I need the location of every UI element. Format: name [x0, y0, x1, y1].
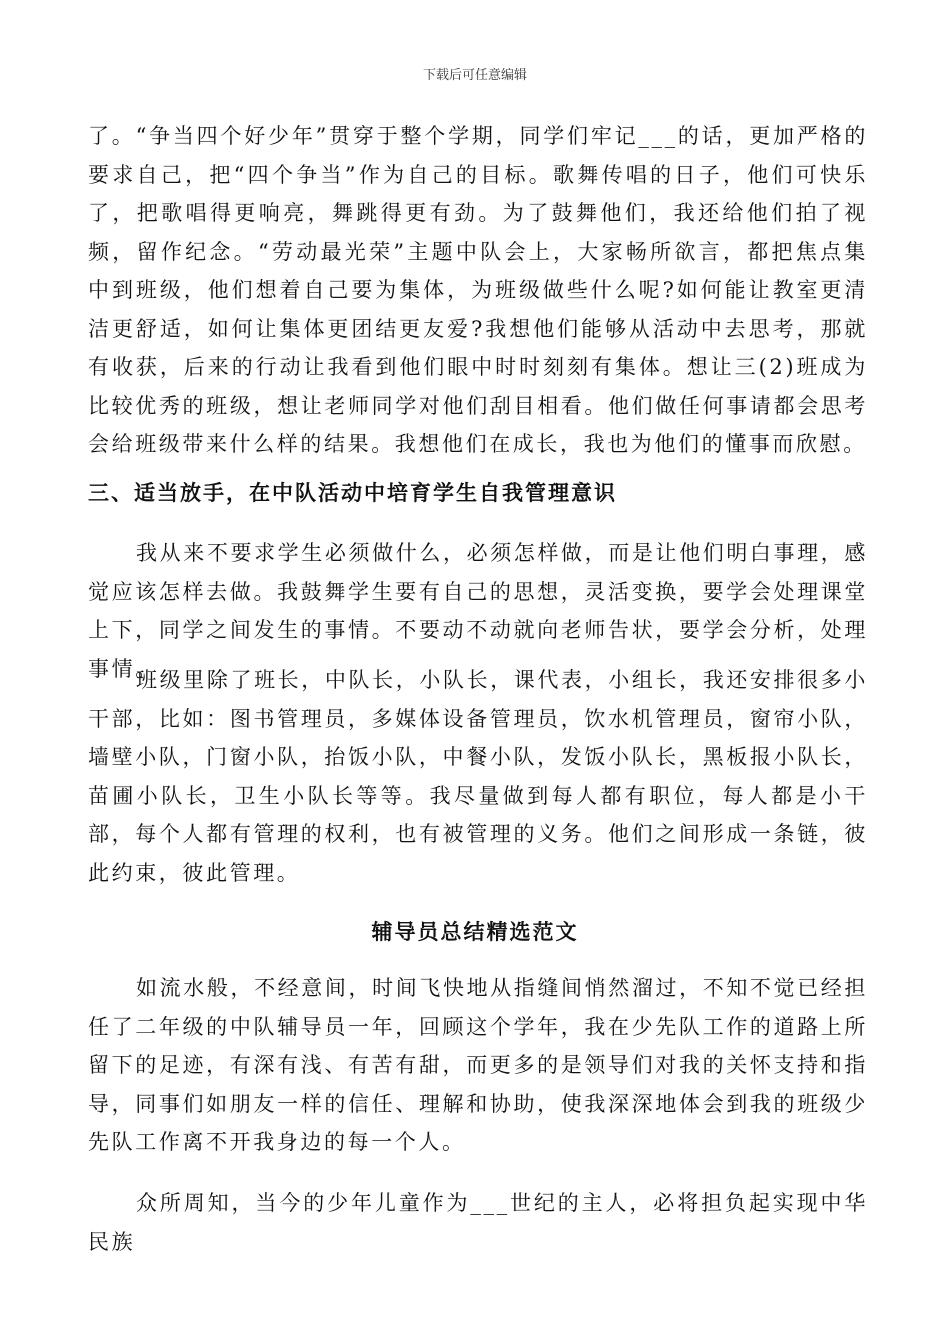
paragraph-1: 了。“争当四个好少年”贯穿于整个学期，同学们牢记___的话，更加严格的要求自己，把“四个争当”作为自己的目标。歌舞传唱的日子，他们可快乐了，把歌唱得更响亮，舞跳得更有劲。为了鼓舞他们，我还给他们拍了视频，留作纪念。“劳动最光荣”主题中队会上，大家畅所欲言，都把焦点集中到班级，他们想着自己要为集体，为班级做些什么呢?如何能让教室更清洁更舒适，如何让集体更团结更友爱?我想他们能够从活动中去思考，那就有收获，后来的行动让我看到他们眼中时时刻刻有集体。想让三(2)班成为比较优秀的班级，想让老师同学对他们刮目相看。他们做任何事请都会思考会给班级带来什么样的结果。我想他们在成长，我也为他们的懂事而欣慰。	[88, 124, 868, 456]
paragraph-5: 众所周知，当今的少年儿童作为___世纪的主人，必将担负起实现中华民族	[88, 1191, 868, 1254]
header-note: 下载后可任意编辑	[422, 68, 527, 83]
paragraph-4: 如流水般，不经意间，时间飞快地从指缝间悄然溜过，不知不觉已经担任了二年级的中队辅导员一年，回顾这个学年，我在少先队工作的道路上所留下的足迹，有深有浅、有苦有甜，而更多的是领导们对我的关怀支持和指导，同事们如朋友一样的信任、理解和协助，使我深深地体会到我的班级少先队工作离不开我身边的每一个人。	[88, 976, 868, 1154]
section-heading: 三、适当放手，在中队活动中培育学生自我管理意识	[88, 481, 617, 505]
paragraph-2: 我从来不要求学生必须做什么，必须怎样做，而是让他们明白事理，感觉应该怎样去做。我鼓舞学生要有自己的思想，灵活变换，要学会处理课堂上下，同学之间发生的事情。不要动不动就向老师告状，要学会分析，处理事情。	[88, 541, 868, 681]
paragraph-3: 班级里除了班长，中队长，小队长，课代表，小组长，我还安排很多小干部，比如：图书管理员，多媒体设备管理员，饮水机管理员，窗帘小队，墙壁小队，门窗小队，抬饭小队，中餐小队，发饭小队长，黑板报小队长，苗圃小队长，卫生小队长等等。我尽量做到每人都有职位，每人都是小干部，每个人都有管理的权利，也有被管理的义务。他们之间形成一条链，彼此约束，彼此管理。	[88, 668, 868, 885]
document-title: 辅导员总结精选范文	[371, 920, 579, 944]
